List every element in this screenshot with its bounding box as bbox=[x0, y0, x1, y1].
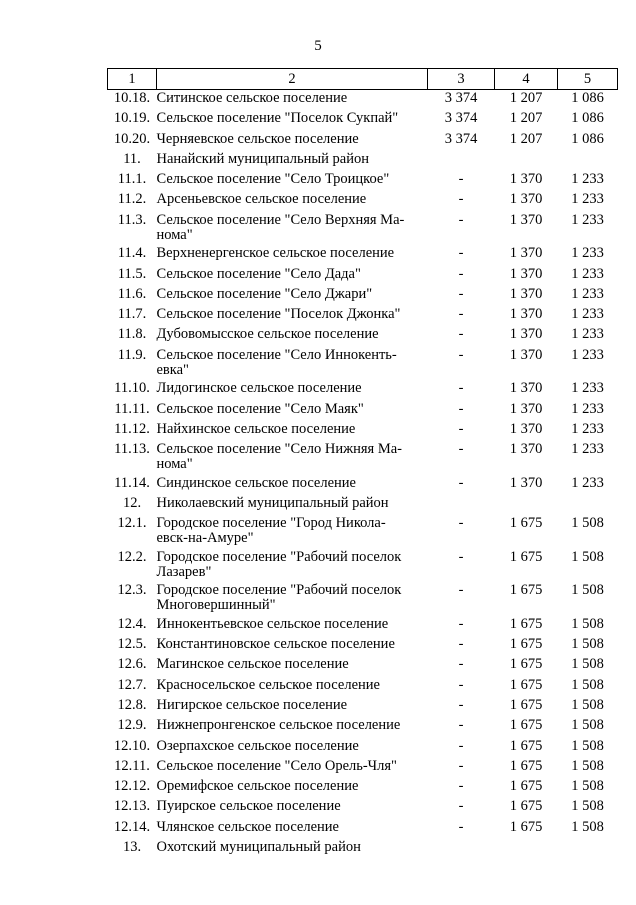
table-row bbox=[108, 778, 618, 798]
settlement-name bbox=[157, 677, 428, 697]
settlement-name-line: Сельское поселение "Село Дада" bbox=[156, 265, 361, 282]
settlement-name bbox=[157, 151, 428, 171]
settlement-name-line: Синдинское сельское поселение bbox=[156, 474, 356, 491]
table-row bbox=[108, 421, 618, 441]
value-col-3: - bbox=[458, 211, 464, 228]
value-col-5: 1 086 bbox=[571, 110, 604, 127]
row-number: 11.11. bbox=[114, 400, 150, 417]
value-col-4: 1 370 bbox=[509, 441, 543, 458]
row-number: 11.10. bbox=[114, 380, 150, 397]
value-col-3: - bbox=[458, 285, 464, 302]
value-col-5: 1 508 bbox=[571, 798, 604, 815]
value-col-5: 1 508 bbox=[571, 696, 604, 713]
settlement-name-line: Ситинское сельское поселение bbox=[156, 90, 348, 106]
value-col-4: 1 675 bbox=[509, 615, 543, 632]
settlement-name-line: Николаевский муниципальный район bbox=[156, 494, 389, 511]
value-col-4: 1 370 bbox=[509, 265, 543, 282]
value-col-5: 1 508 bbox=[571, 676, 604, 693]
value-col-3: - bbox=[458, 737, 464, 754]
table-row bbox=[108, 90, 618, 111]
settlement-name bbox=[157, 347, 428, 381]
settlement-name bbox=[157, 495, 428, 515]
table-row bbox=[108, 616, 618, 636]
settlement-name-line: Оремифское сельское поселение bbox=[156, 778, 359, 795]
table-row bbox=[108, 306, 618, 326]
settlement-name bbox=[157, 758, 428, 778]
settlement-name-line: Нигирское сельское поселение bbox=[156, 696, 348, 713]
value-col-3: - bbox=[458, 615, 464, 632]
header-col-4: 4 bbox=[495, 69, 558, 90]
settlement-name-line: Городское поселение "Рабочий поселок bbox=[156, 548, 402, 565]
row-number: 12.4. bbox=[117, 615, 147, 632]
value-col-3: - bbox=[458, 191, 464, 208]
table-row bbox=[108, 110, 618, 130]
settlement-name-line: Черняевское сельское поселение bbox=[156, 130, 359, 147]
settlement-name bbox=[157, 798, 428, 818]
row-number: 12. bbox=[122, 494, 142, 511]
value-col-4 bbox=[495, 495, 558, 515]
row-number: 12.2. bbox=[117, 548, 147, 565]
value-col-5: 1 508 bbox=[571, 656, 604, 673]
value-col-3: - bbox=[458, 636, 464, 653]
settlement-name-line: Члянское сельское поселение bbox=[156, 818, 339, 835]
row-number: 11.4. bbox=[117, 245, 147, 262]
header-col-2: 2 bbox=[157, 69, 428, 90]
value-col-5: 1 086 bbox=[571, 130, 604, 147]
settlement-name-line: Сельское поселение "Село Джари" bbox=[156, 285, 373, 302]
value-col-5: 1 508 bbox=[571, 717, 604, 734]
value-col-3: - bbox=[458, 245, 464, 262]
value-col-3: - bbox=[458, 420, 464, 437]
value-col-5: 1 508 bbox=[571, 757, 604, 774]
value-col-3: - bbox=[458, 474, 464, 491]
table-row bbox=[108, 582, 618, 616]
value-col-3: - bbox=[458, 676, 464, 693]
settlement-name-line: Красносельское сельское поселение bbox=[156, 676, 380, 693]
row-number: 12.10. bbox=[113, 737, 151, 754]
value-col-4: 1 370 bbox=[509, 306, 543, 323]
settlements-table bbox=[107, 68, 618, 859]
value-col-4: 1 207 bbox=[509, 110, 543, 127]
table-row bbox=[108, 656, 618, 676]
settlement-name-line: Сельское поселение "Село Иннокенть- bbox=[156, 346, 397, 363]
settlement-name bbox=[157, 697, 428, 717]
settlement-name bbox=[157, 819, 428, 839]
value-col-4: 1 675 bbox=[509, 676, 543, 693]
settlement-name bbox=[157, 549, 428, 583]
table-row bbox=[108, 697, 618, 717]
value-col-3: - bbox=[458, 798, 464, 815]
value-col-4: 1 675 bbox=[509, 798, 543, 815]
settlement-name-line: Сельское поселение "Село Нижняя Ма- bbox=[156, 441, 402, 458]
row-number: 12.6. bbox=[117, 656, 147, 673]
settlement-name bbox=[157, 401, 428, 421]
value-col-4: 1 370 bbox=[509, 346, 543, 363]
table-row bbox=[108, 758, 618, 778]
table-row bbox=[108, 191, 618, 211]
value-col-3: - bbox=[458, 717, 464, 734]
value-col-4: 1 370 bbox=[509, 191, 543, 208]
settlement-name-line: Пуирское сельское поселение bbox=[156, 798, 341, 815]
value-col-5: 1 508 bbox=[571, 615, 604, 632]
settlement-name bbox=[157, 171, 428, 191]
value-col-5: 1 233 bbox=[571, 191, 604, 208]
table-row bbox=[108, 245, 618, 265]
value-col-5: 1 508 bbox=[571, 737, 604, 754]
settlement-name-line: Озерпахское сельское поселение bbox=[156, 737, 359, 754]
settlement-name-line: Нижнепронгенское сельское поселение bbox=[156, 717, 401, 734]
value-col-4: 1 207 bbox=[509, 130, 543, 147]
settlement-name bbox=[157, 421, 428, 441]
settlement-name-line: Дубовомысское сельское поселение bbox=[156, 326, 379, 343]
value-col-3: - bbox=[458, 326, 464, 343]
settlement-name bbox=[157, 778, 428, 798]
settlement-name-line: Городское поселение "Рабочий поселок bbox=[156, 582, 402, 599]
settlement-name bbox=[157, 326, 428, 346]
settlement-name-line: Сельское поселение "Село Троицкое" bbox=[156, 171, 390, 188]
row-number: 10.20. bbox=[113, 130, 151, 147]
value-col-4: 1 370 bbox=[509, 285, 543, 302]
settlement-name bbox=[157, 839, 428, 859]
table-row bbox=[108, 798, 618, 818]
row-number: 11.7. bbox=[117, 306, 147, 323]
value-col-3: - bbox=[458, 656, 464, 673]
row-number: 12.12. bbox=[113, 778, 151, 795]
settlement-name-line: Охотский муниципальный район bbox=[156, 839, 361, 856]
settlement-name-line: Сельское поселение "Поселок Джонка" bbox=[156, 306, 401, 323]
value-col-5: 1 233 bbox=[571, 380, 604, 397]
settlement-name bbox=[157, 306, 428, 326]
value-col-5: 1 233 bbox=[571, 346, 604, 363]
settlement-name bbox=[157, 475, 428, 495]
table-row bbox=[108, 326, 618, 346]
value-col-4: 1 675 bbox=[509, 548, 543, 565]
value-col-3: - bbox=[458, 515, 464, 532]
row-number: 11.3. bbox=[117, 211, 147, 228]
settlement-name-line: Верхненергенское сельское поселение bbox=[156, 245, 395, 262]
value-col-4: 1 675 bbox=[509, 696, 543, 713]
value-col-3: - bbox=[458, 306, 464, 323]
value-col-5: 1 233 bbox=[571, 400, 604, 417]
value-col-3: 3 374 bbox=[444, 90, 478, 106]
table-row bbox=[108, 380, 618, 400]
value-col-5 bbox=[558, 151, 618, 171]
value-col-4: 1 675 bbox=[509, 737, 543, 754]
value-col-4: 1 675 bbox=[509, 582, 543, 599]
value-col-5: 1 233 bbox=[571, 441, 604, 458]
row-number: 12.1. bbox=[117, 515, 147, 532]
row-number: 11.8. bbox=[117, 326, 147, 343]
row-number: 12.11. bbox=[114, 757, 150, 774]
value-col-3: - bbox=[458, 696, 464, 713]
value-col-3: - bbox=[458, 757, 464, 774]
settlement-name bbox=[157, 191, 428, 211]
settlement-name bbox=[157, 717, 428, 737]
settlement-name bbox=[157, 582, 428, 616]
value-col-5: 1 508 bbox=[571, 818, 604, 835]
settlement-name-line: Лазарев" bbox=[156, 563, 212, 580]
value-col-4: 1 370 bbox=[509, 420, 543, 437]
table-row bbox=[108, 266, 618, 286]
header-col-1: 1 bbox=[108, 69, 157, 90]
value-col-4: 1 675 bbox=[509, 757, 543, 774]
value-col-3 bbox=[428, 151, 495, 171]
value-col-5: 1 086 bbox=[571, 90, 604, 106]
value-col-3: - bbox=[458, 380, 464, 397]
settlement-name bbox=[157, 245, 428, 265]
table-row bbox=[108, 495, 618, 515]
value-col-3: 3 374 bbox=[444, 130, 478, 147]
table-row bbox=[108, 819, 618, 839]
row-number: 11.6. bbox=[117, 285, 147, 302]
value-col-4: 1 370 bbox=[509, 245, 543, 262]
table-row bbox=[108, 475, 618, 495]
value-col-5: 1 508 bbox=[571, 582, 604, 599]
value-col-5: 1 233 bbox=[571, 245, 604, 262]
value-col-3: - bbox=[458, 548, 464, 565]
value-col-4: 1 370 bbox=[509, 474, 543, 491]
settlement-name bbox=[157, 441, 428, 475]
value-col-5: 1 233 bbox=[571, 171, 604, 188]
value-col-3: - bbox=[458, 346, 464, 363]
value-col-3: - bbox=[458, 778, 464, 795]
settlement-name-line: евск-на-Амуре" bbox=[156, 530, 254, 547]
row-number: 11.5. bbox=[117, 265, 147, 282]
value-col-4: 1 370 bbox=[509, 326, 543, 343]
table-row bbox=[108, 401, 618, 421]
row-number: 10.18. bbox=[113, 90, 151, 106]
value-col-4: 1 675 bbox=[509, 818, 543, 835]
table-row bbox=[108, 171, 618, 191]
value-col-5: 1 233 bbox=[571, 285, 604, 302]
value-col-4: 1 675 bbox=[509, 515, 543, 532]
settlement-name-line: Найхинское сельское поселение bbox=[156, 420, 356, 437]
table-row bbox=[108, 549, 618, 583]
value-col-5 bbox=[558, 839, 618, 859]
settlement-name bbox=[157, 266, 428, 286]
settlement-name-line: Многовершинный" bbox=[156, 597, 276, 614]
value-col-3: - bbox=[458, 265, 464, 282]
table-row bbox=[108, 738, 618, 758]
row-number: 11.13. bbox=[114, 441, 150, 458]
table-row bbox=[108, 677, 618, 697]
value-col-3: - bbox=[458, 171, 464, 188]
settlement-name-line: нома" bbox=[156, 226, 193, 243]
value-col-4: 1 207 bbox=[509, 90, 543, 106]
settlement-name-line: Сельское поселение "Село Маяк" bbox=[156, 400, 364, 417]
row-number: 11.2. bbox=[117, 191, 147, 208]
table-body bbox=[108, 90, 618, 860]
value-col-5: 1 233 bbox=[571, 474, 604, 491]
value-col-4: 1 370 bbox=[509, 171, 543, 188]
value-col-4 bbox=[495, 151, 558, 171]
settlement-name bbox=[157, 515, 428, 549]
value-col-4: 1 370 bbox=[509, 211, 543, 228]
value-col-4 bbox=[495, 839, 558, 859]
settlement-name bbox=[157, 738, 428, 758]
settlement-name-line: Константиновское сельское поселение bbox=[156, 636, 395, 653]
table-row bbox=[108, 131, 618, 151]
settlement-name bbox=[157, 286, 428, 306]
settlement-name-line: Сельское поселение "Село Орель-Чля" bbox=[156, 757, 397, 774]
value-col-3 bbox=[428, 495, 495, 515]
value-col-5: 1 233 bbox=[571, 211, 604, 228]
value-col-3: - bbox=[458, 400, 464, 417]
settlement-name bbox=[157, 131, 428, 151]
settlement-name bbox=[157, 212, 428, 246]
row-number: 12.9. bbox=[117, 717, 147, 734]
value-col-3 bbox=[428, 839, 495, 859]
settlement-name bbox=[157, 380, 428, 400]
settlement-name bbox=[157, 656, 428, 676]
value-col-5: 1 233 bbox=[571, 326, 604, 343]
value-col-5: 1 508 bbox=[571, 515, 604, 532]
page-number: 5 bbox=[314, 38, 322, 54]
row-number: 12.7. bbox=[117, 676, 147, 693]
value-col-4: 1 675 bbox=[509, 778, 543, 795]
settlement-name bbox=[157, 636, 428, 656]
value-col-5: 1 508 bbox=[571, 548, 604, 565]
value-col-5: 1 508 bbox=[571, 636, 604, 653]
table-row bbox=[108, 636, 618, 656]
table-row bbox=[108, 717, 618, 737]
settlement-name-line: Магинское сельское поселение bbox=[156, 656, 349, 673]
value-col-4: 1 370 bbox=[509, 380, 543, 397]
value-col-4: 1 370 bbox=[509, 400, 543, 417]
settlement-name bbox=[157, 90, 428, 111]
settlement-name bbox=[157, 616, 428, 636]
settlement-name-line: Нанайский муниципальный район bbox=[156, 150, 369, 167]
table-row bbox=[108, 347, 618, 381]
row-number: 11. bbox=[123, 150, 141, 167]
header-col-5: 5 bbox=[558, 69, 618, 90]
row-number: 11.14. bbox=[114, 474, 150, 491]
row-number: 12.5. bbox=[117, 636, 147, 653]
table-row bbox=[108, 212, 618, 246]
value-col-5: 1 508 bbox=[571, 778, 604, 795]
table-row bbox=[108, 515, 618, 549]
settlement-name-line: Сельское поселение "Поселок Сукпай" bbox=[156, 110, 399, 127]
table-row bbox=[108, 151, 618, 171]
value-col-3: - bbox=[458, 441, 464, 458]
table-row bbox=[108, 839, 618, 859]
header-col-3: 3 bbox=[428, 69, 495, 90]
settlement-name-line: Городское поселение "Город Никола- bbox=[156, 515, 386, 532]
settlement-name-line: нома" bbox=[156, 456, 193, 473]
row-number: 12.14. bbox=[113, 818, 151, 835]
settlement-name-line: евка" bbox=[156, 361, 189, 378]
value-col-4: 1 675 bbox=[509, 717, 543, 734]
row-number: 11.9. bbox=[117, 346, 147, 363]
table-row bbox=[108, 441, 618, 475]
settlement-name-line: Лидогинское сельское поселение bbox=[156, 380, 362, 397]
row-number: 11.12. bbox=[114, 420, 150, 437]
row-number: 12.13. bbox=[113, 798, 151, 815]
value-col-3: - bbox=[458, 582, 464, 599]
value-col-5: 1 233 bbox=[571, 420, 604, 437]
settlement-name bbox=[157, 110, 428, 130]
row-number: 12.8. bbox=[117, 696, 147, 713]
row-number: 13. bbox=[122, 839, 142, 856]
value-col-3: - bbox=[458, 818, 464, 835]
table-row bbox=[108, 286, 618, 306]
settlement-name-line: Иннокентьевское сельское поселение bbox=[156, 615, 389, 632]
value-col-5 bbox=[558, 495, 618, 515]
table-header-row bbox=[108, 69, 618, 90]
value-col-4: 1 675 bbox=[509, 656, 543, 673]
value-col-5: 1 233 bbox=[571, 306, 604, 323]
value-col-3: 3 374 bbox=[444, 110, 478, 127]
row-number: 12.3. bbox=[117, 582, 147, 599]
settlement-name-line: Арсеньевское сельское поселение bbox=[156, 191, 367, 208]
value-col-4: 1 675 bbox=[509, 636, 543, 653]
settlement-name-line: Сельское поселение "Село Верхняя Ма- bbox=[156, 211, 405, 228]
value-col-5: 1 233 bbox=[571, 265, 604, 282]
row-number: 11.1. bbox=[117, 171, 147, 188]
row-number: 10.19. bbox=[113, 110, 151, 127]
